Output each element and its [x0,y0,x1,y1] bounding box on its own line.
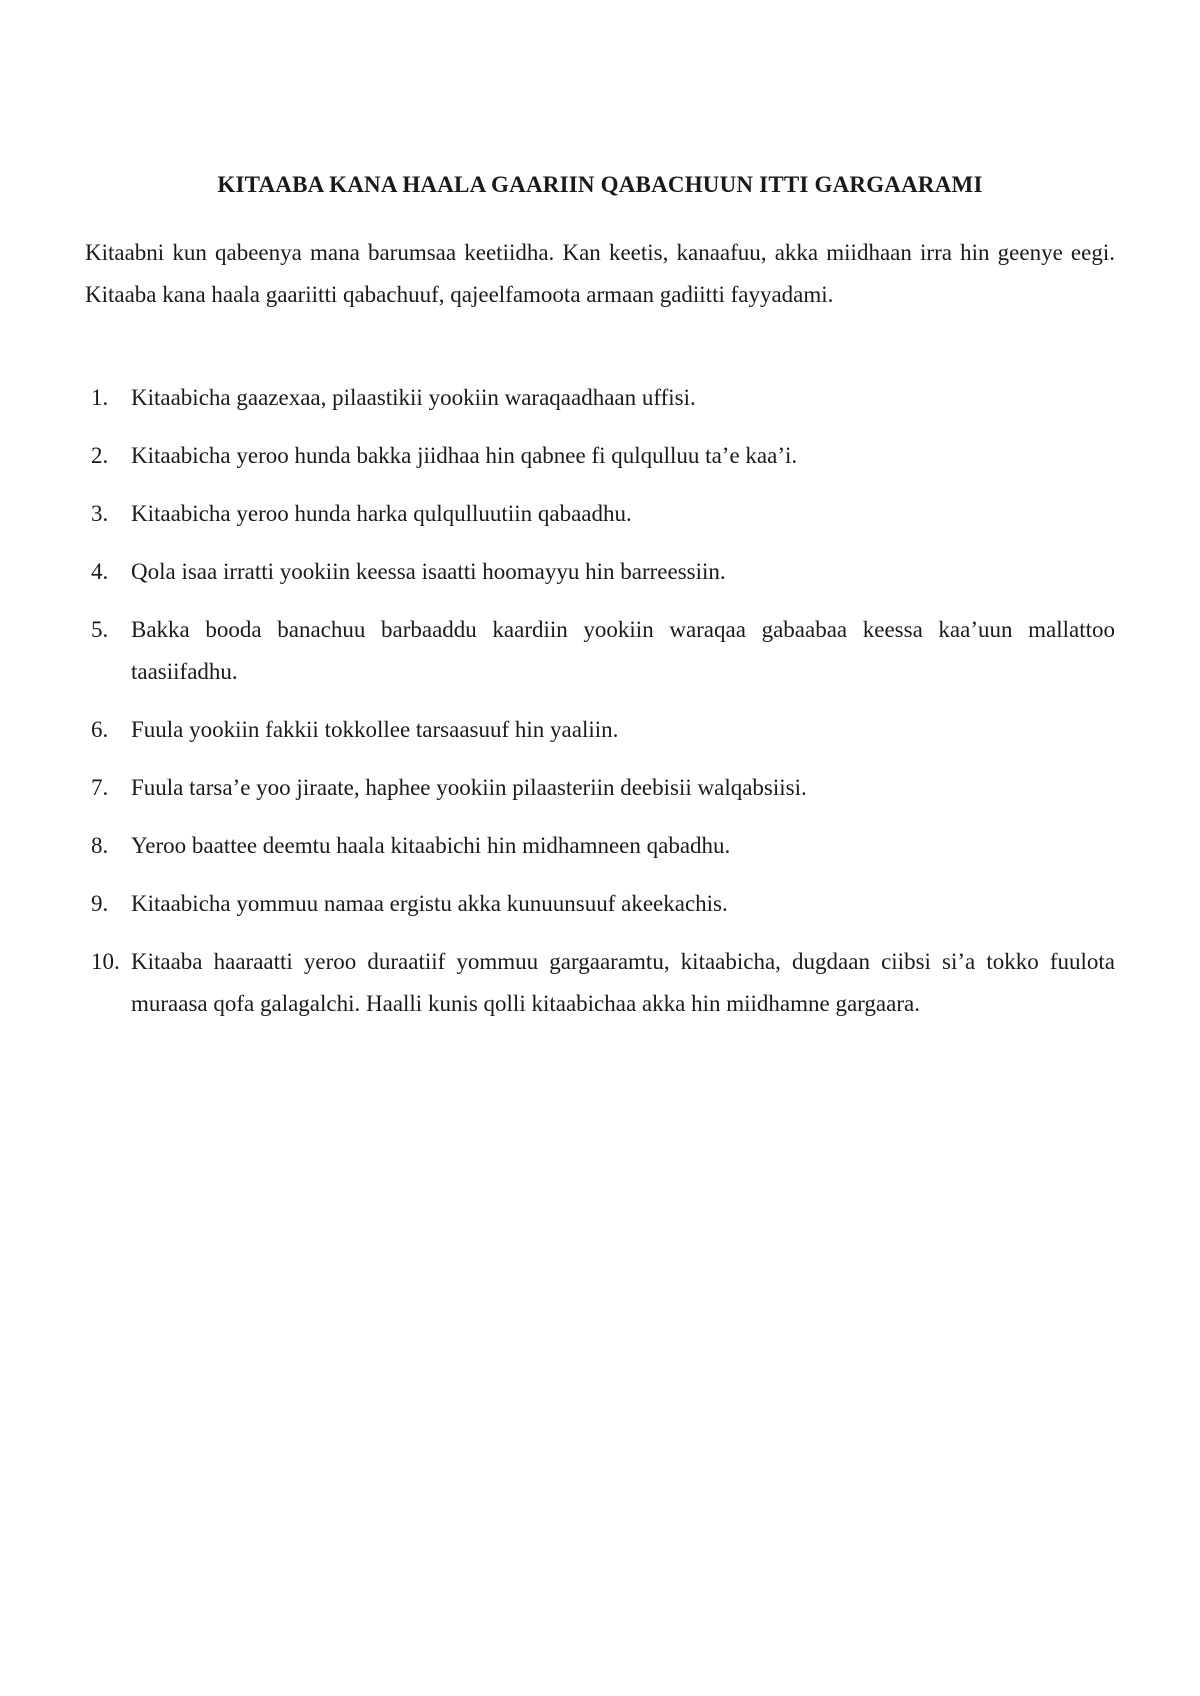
list-item-text: Kitaabicha yeroo hunda harka qulqulluutiin qabaadhu. [131,501,632,526]
list-item [85,767,1115,809]
list-item [85,609,1115,693]
list-item-text: Fuula tarsa’e yoo jiraate, haphee yookiin pilaasteriin deebisii walqabsiisi. [131,775,807,800]
list-item [85,883,1115,925]
list-item [85,551,1115,593]
list-item-text: Kitaaba haaraatti yeroo duraatiif yommuu gargaaramtu, kitaabicha, dugdaan ciibsi si’a tokko fuulota muraasa qofa galagalchi. Haalli kunis qolli kitaabichaa akka hin miidhamne gargaara. [131,949,1115,1016]
list-item-text: Kitaabicha yommuu namaa ergistu akka kunuunsuuf akeekachis. [131,891,728,916]
list-item-number: 4. [91,559,109,584]
list-item [85,377,1115,419]
page-title: KITAABA KANA HAALA GAARIIN QABACHUUN ITTI GARGAARAMI [217,172,983,197]
list-item [85,493,1115,535]
list-item-number: 1. [91,385,109,410]
list-item [85,941,1115,1025]
list-item [85,825,1115,867]
intro-paragraph: Kitaabni kun qabeenya mana barumsaa keetiidha. Kan keetis, kanaafuu, akka miidhaan irra hin geenye eegi. Kitaaba kana haala gaariitti qabachuuf, qajeelfamoota armaan gadiitti fayyadami. [85,240,1115,307]
list-item-number: 5. [91,617,109,642]
list-item-text: Bakka booda banachuu barbaaddu kaardiin yookiin waraqaa gabaabaa keessa kaa’uun mallattoo taasiifadhu. [131,617,1115,684]
instruction-list [85,377,1115,1041]
list-item-number: 8. [91,833,109,858]
list-item-number: 9. [91,891,109,916]
list-item-number: 3. [91,501,109,526]
list-item [85,709,1115,751]
list-item-text: Fuula yookiin fakkii tokkollee tarsaasuuf hin yaaliin. [131,717,619,742]
list-item-text: Qola isaa irratti yookiin keessa isaatti hoomayyu hin barreessiin. [131,559,726,584]
list-item-text: Yeroo baattee deemtu haala kitaabichi hin midhamneen qabadhu. [131,833,731,858]
list-item-text: Kitaabicha gaazexaa, pilaastikii yookiin waraqaadhaan uffisi. [131,385,696,410]
list-item-text: Kitaabicha yeroo hunda bakka jiidhaa hin qabnee fi qulqulluu ta’e kaa’i. [131,443,798,468]
list-item [85,435,1115,477]
list-item-number: 7. [91,775,109,800]
list-item-number: 10. [91,949,120,974]
list-item-number: 2. [91,443,109,468]
list-item-number: 6. [91,717,109,742]
